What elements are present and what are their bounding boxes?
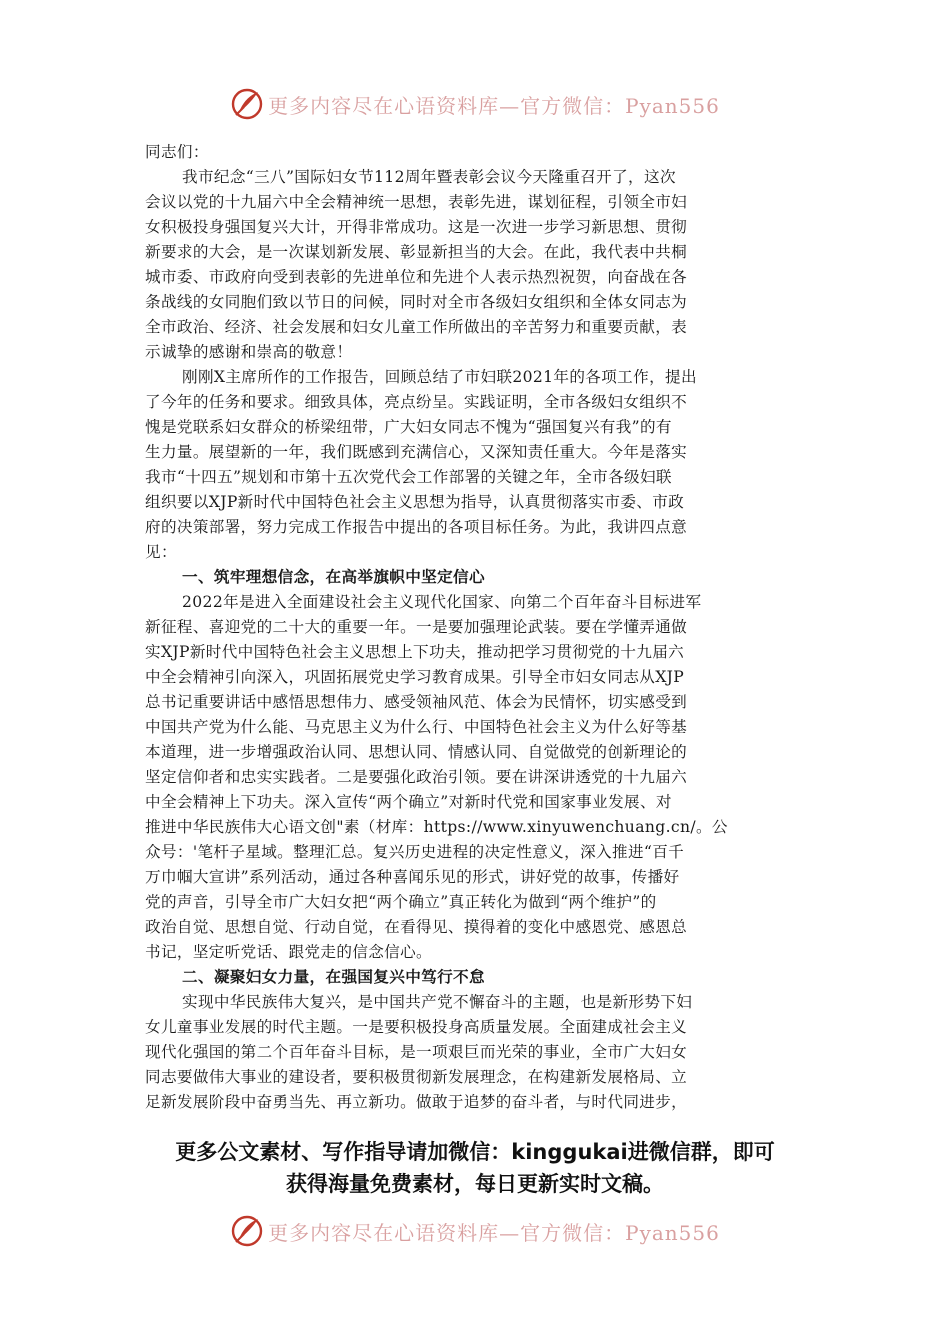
text-line: 本道理，进一步增强政治认同、思想认同、情感认同、自觉做党的创新理论的 (145, 743, 688, 761)
text-line: 推进中华民族伟大心语文创"素（材库：https://www.xinyuwenchuang.cn/。公 (145, 818, 728, 836)
text-line: 中全会精神引向深入，巩固拓展党史学习教育成果。引导全市妇女同志从XJP (145, 668, 685, 686)
text-line: 实XJP新时代中国特色社会主义思想上下功夫，推动把学习贯彻党的十九届六 (145, 643, 685, 661)
text-line: 众号：'笔杆子星域。整理汇总。复兴历史进程的决定性意义，深入推进“百千 (145, 843, 685, 861)
text-line: 2022年是进入全面建设社会主义现代化国家、向第二个百年奋斗目标进军 (182, 593, 702, 611)
text-line: 党的声音，引导全市广大妇女把“两个确立”真正转化为做到“两个维护”的 (145, 893, 657, 911)
text-line: 万巾帼大宣讲”系列活动，通过各种喜闻乐见的形式，讲好党的故事，传播好 (145, 868, 680, 886)
quill-logo-icon (230, 87, 264, 121)
promo-line-1: 更多公文素材、写作指导请加微信：kinggukai进微信群，即可 (175, 1140, 775, 1164)
text-line: 我市“十四五”规划和市第十五次党代会工作部署的关键之年，全市各级妇联 (145, 468, 672, 486)
text-line: 同志要做伟大事业的建设者，要积极贯彻新发展理念，在构建新发展格局、立 (145, 1068, 688, 1086)
text-line: 书记，坚定听党话、跟党走的信念信心。 (145, 943, 432, 961)
text-line: 总书记重要讲话中感悟思想伟力、感受领袖风范、体会为民情怀，切实感受到 (145, 693, 688, 711)
text-line: 中国共产党为什么能、马克思主义为什么行、中国特色社会主义为什么好等基 (145, 718, 688, 736)
text-line: 新要求的大会，是一次谋划新发展、彰显新担当的大会。在此，我代表中共桐 (145, 243, 688, 261)
text-line: 示诚挚的感谢和崇高的敬意！ (145, 343, 353, 361)
text-line: 政治自觉、思想自觉、行动自觉，在看得见、摸得着的变化中感恩党、感恩总 (145, 918, 688, 936)
text-line: 足新发展阶段中奋勇当先、再立新功。做敢于追梦的奋斗者，与时代同进步， (145, 1093, 688, 1111)
text-line: 全市政治、经济、社会发展和妇女儿童工作所做出的辛苦努力和重要贡献，表 (145, 318, 688, 336)
text-line: 新征程、喜迎党的二十大的重要一年。一是要加强理论武装。要在学懂弄通做 (145, 618, 688, 636)
section-heading: 一、筑牢理想信念，在高举旗帜中坚定信心 (182, 568, 485, 586)
text-line: 生力量。展望新的一年，我们既感到充满信心，又深知责任重大。今年是落实 (145, 443, 688, 461)
text-line: 刚刚X主席所作的工作报告，回顾总结了市妇联2021年的各项工作，提出 (182, 368, 697, 386)
banner-text: 更多内容尽在心语资料库—官方微信：Pyan556 (268, 1220, 720, 1245)
text-line: 女儿童事业发展的时代主题。一是要积极投身高质量发展。全面建成社会主义 (145, 1018, 688, 1036)
promo-line-2: 获得海量免费素材，每日更新实时文稿。 (286, 1172, 664, 1196)
text-line: 城市委、市政府向受到表彰的先进单位和先进个人表示热烈祝贺，向奋战在各 (145, 268, 688, 286)
text-line: 我市纪念“三八”国际妇女节112周年暨表彰会议今天隆重召开了，这次 (182, 168, 676, 186)
text-line: 愧是党联系妇女群众的桥梁纽带，广大妇女同志不愧为“强国复兴有我”的有 (145, 418, 672, 436)
promo-block (0, 1136, 950, 1200)
text-line: 府的决策部署，努力完成工作报告中提出的各项目标任务。为此，我讲四点意 (145, 518, 688, 536)
text-line: 组织要以XJP新时代中国特色社会主义思想为指导，认真贯彻落实市委、市政 (145, 493, 685, 511)
banner-text: 更多内容尽在心语资料库—官方微信：Pyan556 (268, 93, 720, 118)
text-line: 了今年的任务和要求。细致具体，亮点纷呈。实践证明，全市各级妇女组织不 (145, 393, 688, 411)
text-line: 坚定信仰者和忠实实践者。二是要强化政治引领。要在讲深讲透党的十九届六 (145, 768, 688, 786)
text-line: 条战线的女同胞们致以节日的问候，同时对全市各级妇女组织和全体女同志为 (145, 293, 688, 311)
text-line: 现代化强国的第二个百年奋斗目标，是一项艰巨而光荣的事业，全市广大妇女 (145, 1043, 688, 1061)
text-line: 同志们： (145, 143, 209, 161)
text-line: 会议以党的十九届六中全会精神统一思想，表彰先进，谋划征程，引领全市妇 (145, 193, 688, 211)
text-line: 实现中华民族伟大复兴，是中国共产党不懈奋斗的主题，也是新形势下妇 (182, 993, 693, 1011)
document-body (145, 140, 803, 1115)
quill-logo-icon (230, 1214, 264, 1248)
header-banner (0, 84, 950, 124)
section-heading: 二、凝聚妇女力量，在强国复兴中笃行不怠 (182, 968, 485, 986)
text-line: 见： (145, 543, 177, 561)
footer-banner (0, 1211, 950, 1251)
text-line: 中全会精神上下功夫。深入宣传“两个确立”对新时代党和国家事业发展、对 (145, 793, 672, 811)
text-line: 女积极投身强国复兴大计，开得非常成功。这是一次进一步学习新思想、贯彻 (145, 218, 688, 236)
